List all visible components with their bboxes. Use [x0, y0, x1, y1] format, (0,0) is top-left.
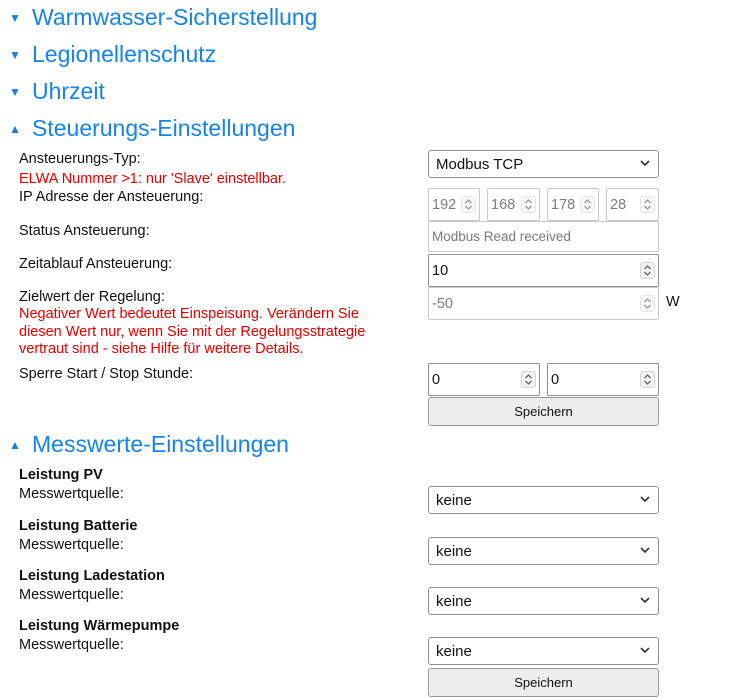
lock-stop-input[interactable]: 0 [547, 363, 659, 396]
section-legionellenschutz[interactable]: ▼ Legionellenschutz [9, 41, 217, 67]
measurement-source-label-pv: Messwertquelle: [19, 486, 124, 502]
section-uhrzeit[interactable]: ▼ Uhrzeit [9, 78, 105, 104]
lock-start-input[interactable]: 0 [428, 363, 540, 396]
measurement-title-pv: Leistung PV [19, 467, 103, 483]
measurement-source-label-ladestation: Messwertquelle: [19, 587, 124, 603]
measurement-source-select-ladestation[interactable]: keine [428, 587, 659, 615]
target-unit: W [666, 294, 680, 310]
measurement-source-label-batterie: Messwertquelle: [19, 537, 124, 553]
target-warning-line-3: vertraut sind - siehe Hilfe für weitere Details. [19, 341, 304, 357]
triangle-down-icon: ▼ [9, 47, 21, 62]
triangle-down-icon: ▼ [9, 10, 21, 25]
ip-octet-1-input[interactable]: 192 [428, 188, 480, 221]
ip-address-label: IP Adresse der Ansteuerung: [19, 189, 204, 205]
control-type-label: Ansteuerungs-Typ: [19, 151, 141, 167]
section-messwerte-einstellungen[interactable]: ▲ Messwerte-Einstellungen [9, 431, 289, 457]
triangle-down-icon: ▼ [9, 84, 21, 99]
spinner-arrows-icon[interactable] [640, 262, 655, 279]
chevron-down-icon [638, 643, 652, 657]
measurement-source-label-waermepumpe: Messwertquelle: [19, 637, 124, 653]
control-type-select[interactable]: Modbus TCP [428, 150, 659, 178]
lock-hours-label: Sperre Start / Stop Stunde: [19, 366, 194, 382]
target-warning-line-2: diesen Wert nur, wenn Sie mit der Regelungsstrategie [19, 323, 366, 340]
target-label: Zielwert der Regelung: [19, 289, 165, 305]
status-label: Status Ansteuerung: [19, 223, 150, 239]
spinner-arrows-icon[interactable] [580, 196, 595, 213]
control-save-button[interactable]: Speichern [428, 397, 659, 426]
spinner-arrows-icon[interactable] [521, 196, 536, 213]
spinner-arrows-icon[interactable] [461, 196, 476, 213]
status-field: Modbus Read received [428, 221, 659, 252]
spinner-arrows-icon[interactable] [640, 295, 655, 312]
timeout-label: Zeitablauf Ansteuerung: [19, 256, 173, 272]
measurement-title-ladestation: Leistung Ladestation [19, 568, 165, 584]
spinner-arrows-icon[interactable] [640, 196, 655, 213]
chevron-down-icon [638, 543, 652, 557]
measurement-source-select-pv[interactable]: keine [428, 486, 659, 514]
section-steuerungs-einstellungen[interactable]: ▲ Steuerungs-Einstellungen [9, 115, 296, 141]
triangle-up-icon: ▲ [9, 437, 21, 452]
measurement-title-batterie: Leistung Batterie [19, 518, 138, 534]
measurement-source-select-batterie[interactable]: keine [428, 537, 659, 565]
measurements-save-button[interactable]: Speichern [428, 668, 659, 697]
spinner-arrows-icon[interactable] [521, 371, 536, 388]
target-warning-line-1: Negativer Wert bedeutet Einspeisung. Verändern Sie [19, 306, 359, 322]
control-type-warning: ELWA Nummer >1: nur 'Slave' einstellbar. [19, 171, 287, 187]
chevron-down-icon [638, 156, 652, 170]
measurement-title-waermepumpe: Leistung Wärmepumpe [19, 618, 180, 634]
spinner-arrows-icon[interactable] [640, 371, 655, 388]
section-warmwasser-sicherstellung[interactable]: ▼ Warmwasser-Sicherstellung [9, 4, 318, 30]
chevron-down-icon [638, 492, 652, 506]
timeout-input[interactable]: 10 [428, 254, 659, 287]
ip-octet-4-input[interactable]: 28 [606, 188, 659, 221]
ip-octet-2-input[interactable]: 168 [487, 188, 540, 221]
triangle-up-icon: ▲ [9, 121, 21, 136]
target-value-input[interactable]: -50 [428, 287, 659, 320]
chevron-down-icon [638, 593, 652, 607]
ip-octet-3-input[interactable]: 178 [547, 188, 599, 221]
measurement-source-select-waermepumpe[interactable]: keine [428, 637, 659, 665]
